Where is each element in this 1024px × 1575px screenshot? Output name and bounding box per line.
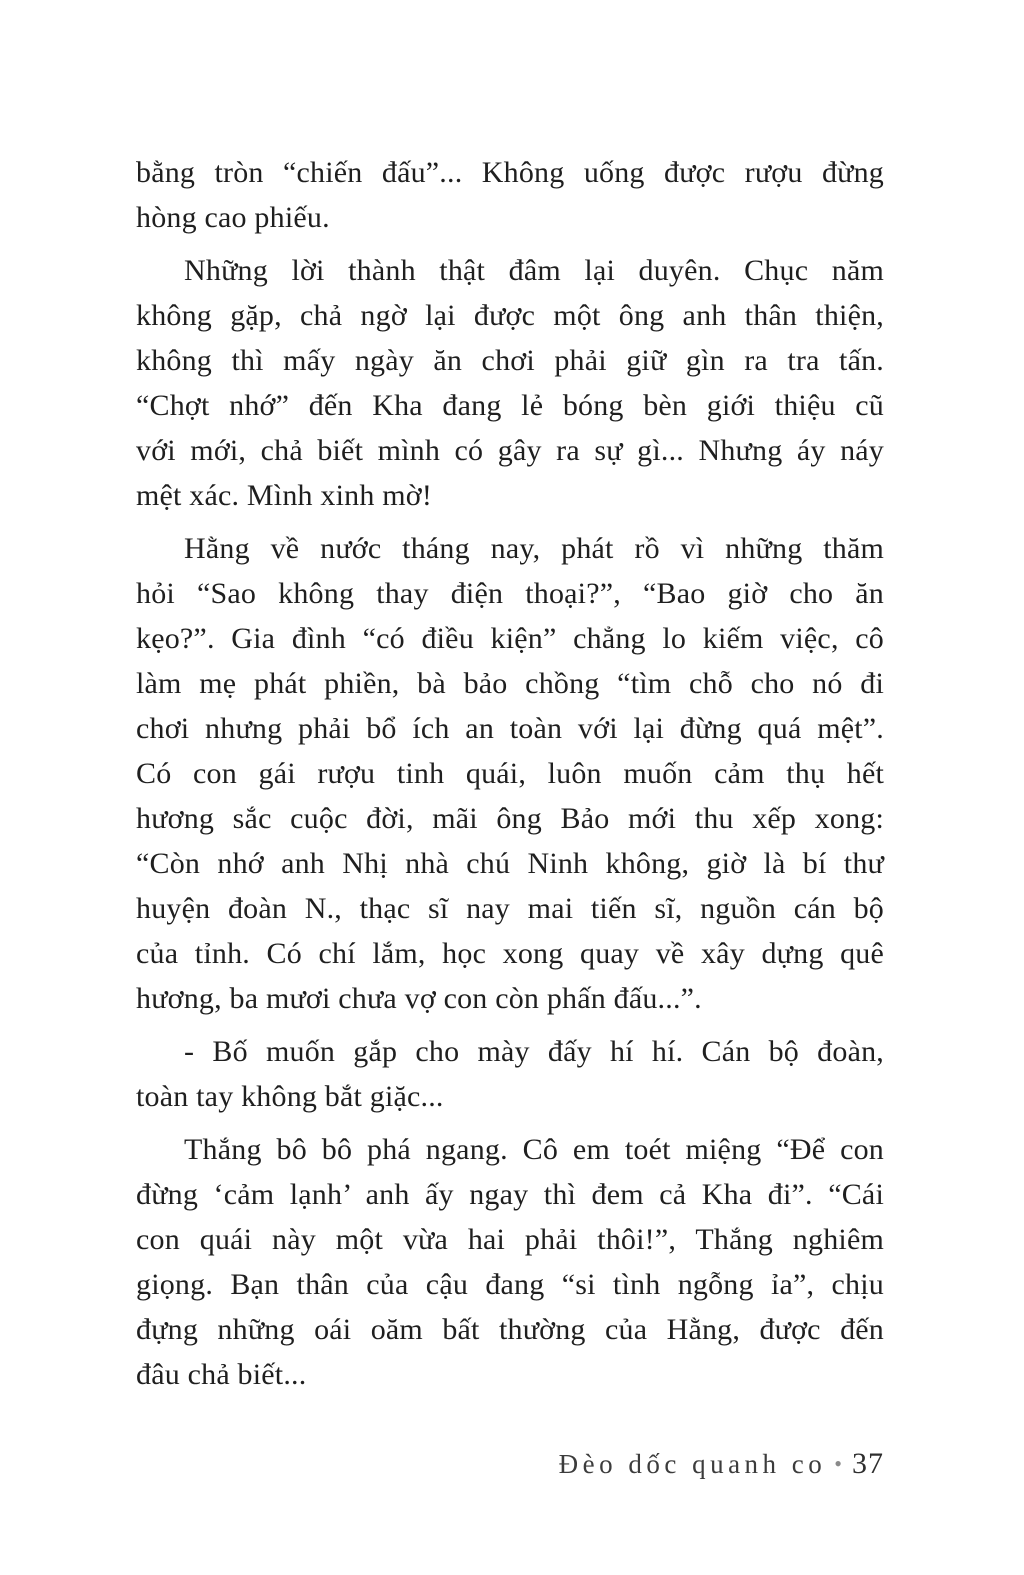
text-line: không gặp, chả ngờ lại được một ông anh thân thiện,: [136, 299, 884, 332]
paragraph: [136, 1029, 884, 1119]
text-line: hương, ba mươi chưa vợ con còn phấn đấu...”.: [136, 982, 702, 1015]
page-text-block: [136, 150, 884, 1397]
paragraph: [136, 150, 884, 240]
paragraph: [136, 526, 884, 1021]
text-line: chơi nhưng phải bổ ích an toàn với lại đừng quá mệt”.: [136, 712, 884, 745]
text-line: giọng. Bạn thân của cậu đang “si tình ngỗng ỉa”, chịu: [136, 1268, 884, 1301]
text-line: của tỉnh. Có chí lắm, học xong quay về xây dựng quê: [136, 937, 884, 970]
text-line: kẹo?”. Gia đình “có điều kiện” chẳng lo kiếm việc, cô: [136, 622, 884, 655]
text-line: đừng ‘cảm lạnh’ anh ấy ngay thì đem cả Kha đi”. “Cái: [136, 1178, 884, 1211]
text-line: - Bố muốn gắp cho mày đấy hí hí. Cán bộ đoàn,: [184, 1035, 884, 1068]
text-line: “Chợt nhớ” đến Kha đang lẻ bóng bèn giới thiệu cũ: [136, 389, 884, 422]
text-line: con quái này một vừa hai phải thôi!”, Thắng nghiêm: [136, 1223, 884, 1256]
running-title: Đèo dốc quanh co: [558, 1449, 827, 1479]
text-line: với mới, chả biết mình có gây ra sự gì... Nhưng áy náy: [136, 434, 884, 467]
text-line: hỏi “Sao không thay điện thoại?”, “Bao giờ cho ăn: [136, 577, 884, 610]
page-number: 37: [852, 1447, 884, 1480]
text-line: Thắng bô bô phá ngang. Cô em toét miệng “Để con: [184, 1133, 884, 1166]
text-line: không thì mấy ngày ăn chơi phải giữ gìn ra tra tấn.: [136, 344, 884, 377]
page-footer: [136, 1447, 884, 1481]
text-line: làm mẹ phát phiền, bà bảo chồng “tìm chỗ cho nó đi: [136, 667, 884, 700]
paragraph: [136, 248, 884, 518]
text-line: hương sắc cuộc đời, mãi ông Bảo mới thu xếp xong:: [136, 802, 884, 835]
text-line: đâu chả biết...: [136, 1358, 307, 1391]
text-line: hòng cao phiếu.: [136, 201, 330, 234]
text-line: Có con gái rượu tinh quái, luôn muốn cảm thụ hết: [136, 757, 884, 790]
text-line: đựng những oái oăm bất thường của Hằng, được đến: [136, 1313, 884, 1346]
footer-separator-dot: •: [834, 1451, 842, 1476]
paragraph: [136, 1127, 884, 1397]
text-line: toàn tay không bắt giặc...: [136, 1080, 444, 1113]
text-line: mệt xác. Mình xinh mờ!: [136, 479, 433, 512]
text-line: Những lời thành thật đâm lại duyên. Chục năm: [184, 254, 884, 287]
text-line: “Còn nhớ anh Nhị nhà chú Ninh không, giờ là bí thư: [136, 847, 884, 880]
text-line: Hằng về nước tháng nay, phát rồ vì những thăm: [184, 532, 884, 565]
text-line: huyện đoàn N., thạc sĩ nay mai tiến sĩ, nguồn cán bộ: [136, 892, 884, 925]
text-line: bằng tròn “chiến đấu”... Không uống được rượu đừng: [136, 156, 884, 189]
